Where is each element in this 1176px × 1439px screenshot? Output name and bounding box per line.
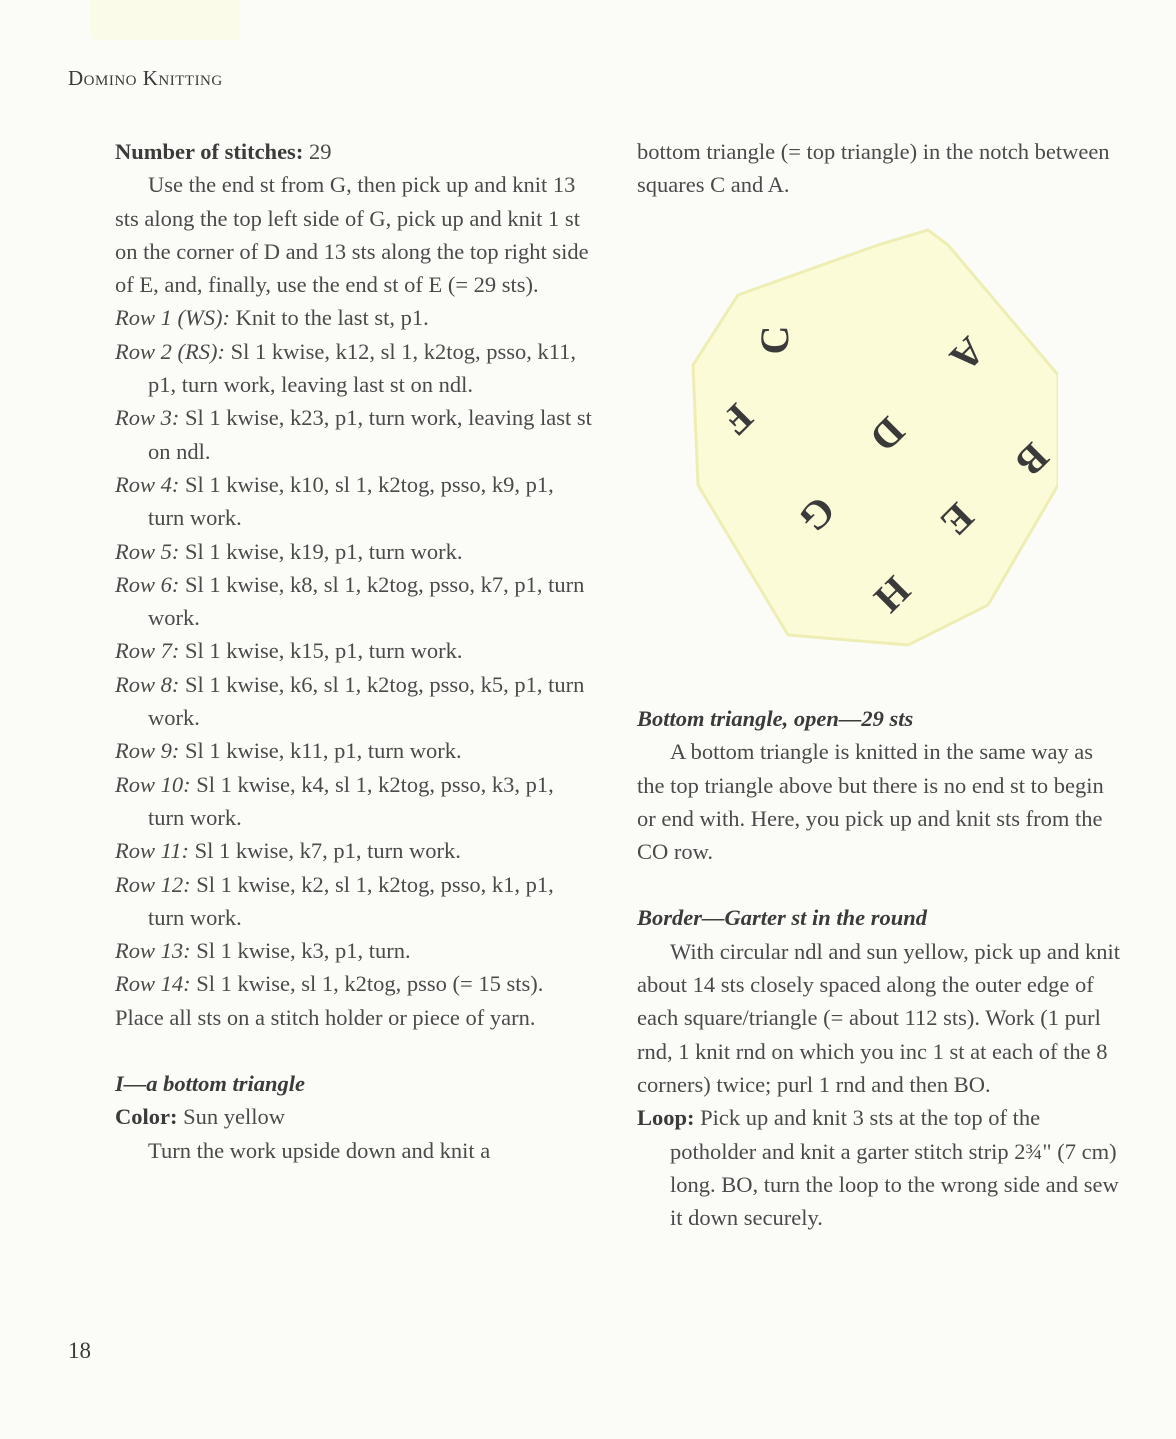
row-label: Row 5: [115,538,180,564]
loop-label: Loop: [637,1105,695,1131]
row-text: Sl 1 kwise, k7, p1, turn work. [188,838,461,864]
row-instruction [115,834,595,867]
diagram-letter-e: E [932,494,983,545]
row-instruction [115,401,595,468]
row-label: Row 4: [115,471,180,497]
row-label: Row 9: [115,738,180,764]
row-text: Sl 1 kwise, k23, p1, turn work, leaving last st on ndl. [148,405,592,464]
continuation-paragraph: bottom triangle (= top triangle) in the notch between squares C and A. [637,139,1110,198]
diagram-letter-f: F [712,394,763,445]
row-label: Row 14: [115,971,191,997]
row-label: Row 1 (WS): [115,305,230,331]
running-head: Domino Knitting [68,66,223,90]
row-instruction [115,934,595,967]
page-number: 18 [68,1338,91,1363]
row-label: Row 2 (RS): [115,338,225,364]
row-label: Row 6: [115,571,180,597]
stitches-value: 29 [303,139,332,164]
row-instruction [115,668,595,735]
row-label: Row 10: [115,771,191,797]
loop-paragraph [637,1101,1122,1234]
row-text: Sl 1 kwise, sl 1, k2tog, psso (= 15 sts). [190,971,544,997]
right-column [637,135,1122,202]
row-label: Row 13: [115,938,191,964]
right-column-lower [637,702,1122,1234]
color-line [115,1100,595,1133]
diagram-letter-h: H [865,567,920,622]
domino-diagram-svg [678,225,1058,665]
row-text: Sl 1 kwise, k3, p1, turn. [190,938,411,964]
row-instruction [115,868,595,935]
row-instruction [115,535,595,568]
row-label: Row 11: [115,838,189,864]
row-label: Row 12: [115,871,191,897]
border-heading: Border—Garter st in the round [637,905,928,931]
row-text: Sl 1 kwise, k19, p1, turn work. [179,538,463,564]
row-instruction [115,568,595,635]
stitches-label: Number of stitches: [115,139,304,164]
row-instruction [115,967,595,1000]
section-heading-bottom-triangle: I—a bottom triangle [115,1071,306,1097]
color-value: Sun yellow [177,1104,285,1130]
diagram-letter-d: D [861,408,914,461]
turn-paragraph: Turn the work upside down and knit a [148,1137,491,1163]
color-label: Color: [115,1104,178,1130]
diagram-letter-a: A [941,328,994,381]
row-text: Sl 1 kwise, k4, sl 1, k2tog, psso, k3, p1, turn work. [148,771,554,830]
row-text: Sl 1 kwise, k12, sl 1, k2tog, psso, k11, p1, turn work, leaving last st on ndl. [148,338,577,398]
loop-text: Pick up and knit 3 sts at the top of the potholder and knit a garter stitch strip 2¾" (7 cm) long. BO, turn the loop to the wrong side and sew it down securely. [670,1105,1119,1231]
row-text: Sl 1 kwise, k6, sl 1, k2tog, psso, k5, p1, turn work. [148,671,585,731]
row-text: Sl 1 kwise, k8, sl 1, k2tog, psso, k7, p1, turn work. [148,571,585,631]
diagram-letter-b: B [1007,434,1058,485]
intro-paragraph: Use the end st from G, then pick up and knit 13 sts along the top left side of G, pick up and knit 1 st on the corner of D and 13 sts along the top right side of E, and, finally, use the end st of E (= 29 sts). [115,172,589,298]
row-instructions [115,301,595,1000]
row-text: Sl 1 kwise, k10, sl 1, k2tog, psso, k9, p1, turn work. [148,471,554,531]
row-label: Row 7: [115,638,180,664]
row-text: Sl 1 kwise, k15, p1, turn work. [179,638,463,664]
border-paragraph: With circular ndl and sun yellow, pick up and knit about 14 sts closely spaced along the outer edge of each square/triangle (= about 112 sts). Work (1 purl rnd, 1 knit rnd on which you inc 1 st at each of the 8 corners) twice; purl 1 rnd and then BO. [637,938,1121,1097]
bottom-triangle-heading: Bottom triangle, open—29 sts [637,706,914,731]
row-instruction [115,734,595,767]
row-label: Row 3: [115,405,180,431]
stitches-line [115,135,595,168]
row-instruction [115,301,595,334]
decorative-corner-shape [90,0,240,40]
bottom-triangle-paragraph: A bottom triangle is knitted in the same way as the top triangle above but there is no end st to begin or end with. Here, you pick up and knit sts from the CO row. [637,739,1104,865]
domino-diagram [678,225,1058,665]
diagram-letter-g: G [790,487,845,542]
row-instruction [115,468,595,535]
row-text: Knit to the last st, p1. [229,305,429,331]
row-text: Sl 1 kwise, k2, sl 1, k2tog, psso, k1, p1, turn work. [148,871,554,930]
place-paragraph: Place all sts on a stitch holder or piece of yarn. [115,1004,536,1030]
diagram-letter-c: C [752,325,797,355]
row-instruction [115,634,595,667]
row-text: Sl 1 kwise, k11, p1, turn work. [179,738,462,764]
row-instruction [115,768,595,835]
row-label: Row 8: [115,671,180,697]
left-column [115,135,595,1167]
row-instruction [115,335,595,402]
